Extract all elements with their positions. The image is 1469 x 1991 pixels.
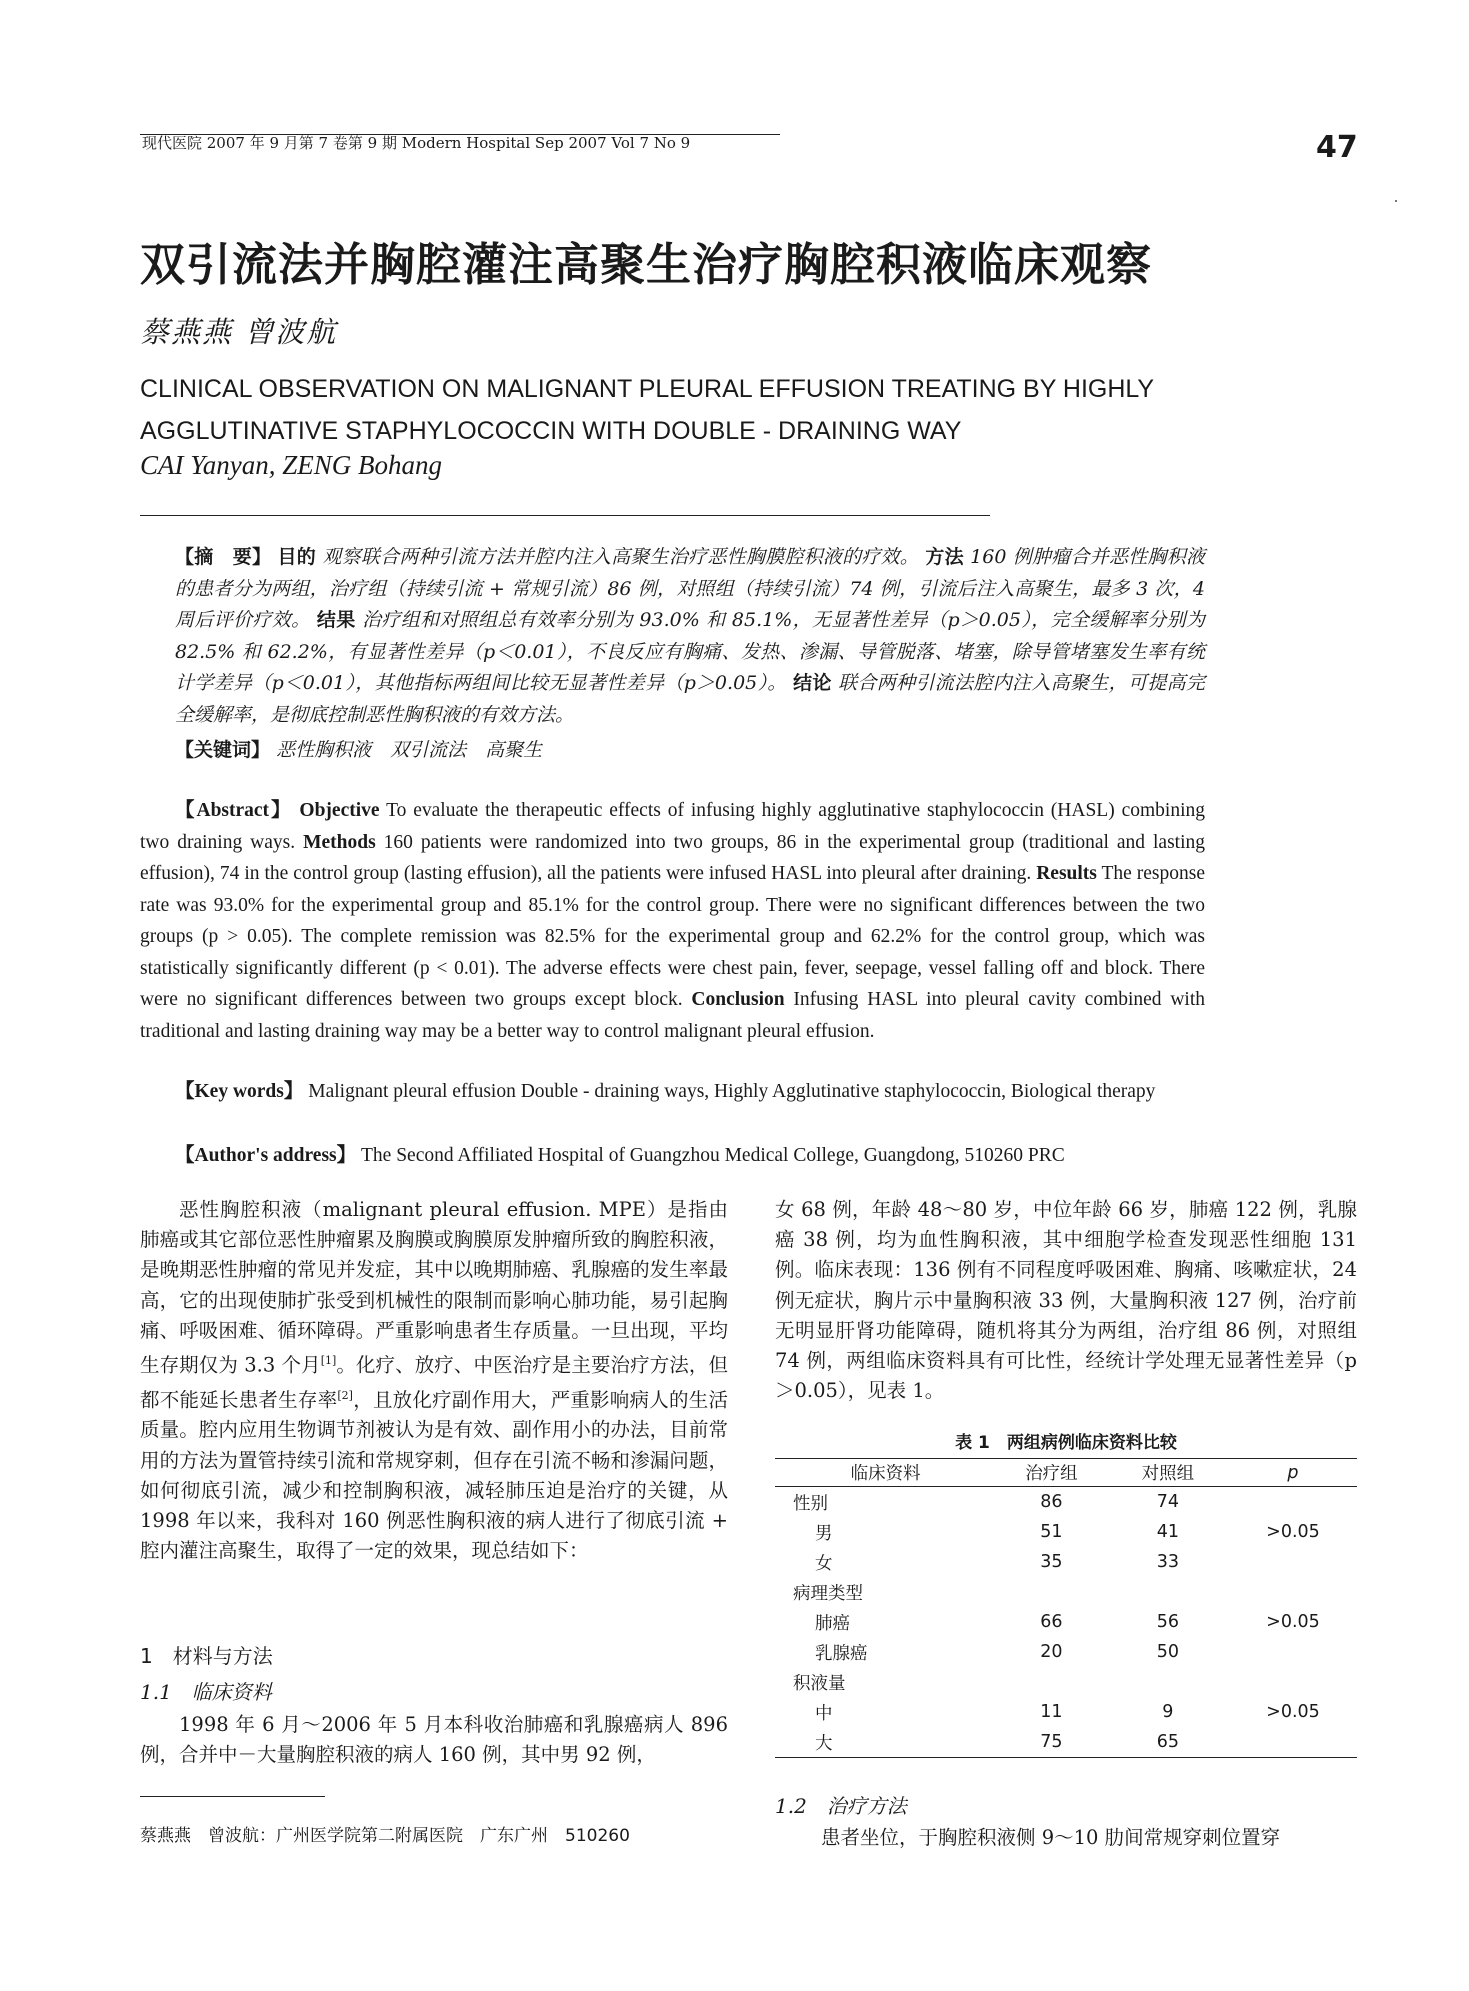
citation-1: [1]	[320, 1354, 337, 1368]
table-header-cell: 治疗组	[1025, 1464, 1078, 1484]
body-left-column	[140, 1195, 728, 1566]
table-cell-label: 肺癌	[815, 1613, 850, 1634]
keywords-cn-label: 【关键词】	[175, 739, 271, 761]
table-cell-treat: 51	[1040, 1522, 1063, 1542]
table-cell-control: 65	[1156, 1732, 1179, 1752]
keywords-en-label: 【Key words】	[175, 1081, 304, 1102]
citation-2: [2]	[337, 1388, 353, 1402]
table-cell-control: 50	[1156, 1642, 1179, 1662]
table-cell-p: >0.05	[1266, 1702, 1320, 1722]
table-row	[775, 1487, 1357, 1518]
table-cell-label: 大	[815, 1733, 833, 1754]
table-cell-p	[1229, 1547, 1357, 1577]
author-address	[140, 1140, 1205, 1172]
header-rule	[140, 134, 780, 135]
table-row	[775, 1607, 1357, 1637]
abstract-cn-results: 治疗组和对照组总有效率分别为 93.0% 和 85.1%，无显著性差异（p＞0.05），完全缓解率分别为 82.5% 和 62.2%，有显著性差异（p＜0.01），不良反应有胸痛、发热、渗漏、导管脱落、堵塞，除导管堵塞发生率有统计学差异（p＜0.01），其他指标两组间比较无显著性差异（p＞0.05）。	[175, 609, 1205, 694]
table-cell-p: >0.05	[1266, 1612, 1320, 1632]
abstract-cn-label: 【摘 要】	[175, 546, 272, 568]
clinical-data-table	[775, 1458, 1357, 1758]
table-row	[775, 1637, 1357, 1667]
authors-en: CAI Yanyan, ZENG Bohang	[140, 450, 443, 480]
keywords-en-text: Malignant pleural effusion Double - draining ways, Highly Agglutinative staphylococcin, Biological therapy	[308, 1081, 1156, 1102]
table-cell-control: 56	[1156, 1612, 1179, 1632]
table-cell-control: 41	[1156, 1522, 1179, 1542]
running-header: 现代医院 2007 年 9 月第 7 卷第 9 期 Modern Hospital Sep 2007 Vol 7 No 9	[142, 134, 691, 152]
table-cell-treat: 20	[1040, 1642, 1063, 1662]
table-cell-p	[1229, 1727, 1357, 1758]
table-cell-p	[1229, 1637, 1357, 1667]
abstract-cn-methods-label: 方法	[925, 546, 964, 568]
article-title: 双引流法并胸腔灌注高聚生治疗胸腔积液临床观察	[140, 238, 1153, 291]
authors-cn: 蔡燕燕 曾波航	[140, 315, 338, 349]
keywords-cn	[175, 735, 542, 762]
author-address-label: 【Author's address】	[175, 1145, 357, 1166]
table-cell-label: 男	[815, 1523, 833, 1544]
intro-text-b: 。化疗、放疗、中医治疗是主要治疗方法，但都不能延长患者生存率	[140, 1353, 728, 1412]
section-heading-1-1: 1.1 临床资料	[140, 1680, 272, 1704]
abstract-en-label: 【Abstract】	[175, 800, 293, 821]
abstract-en-objective-label: Objective	[299, 800, 380, 821]
table-cell-label: 女	[815, 1553, 833, 1574]
treatment-paragraph: 患者坐位，于胸腔积液侧 9～10 肋间常规穿刺位置穿	[821, 1826, 1281, 1849]
table-cell-treat	[996, 1667, 1107, 1697]
clinical-data-text: 1998 年 6 月～2006 年 5 月本科收治肺癌和乳腺癌病人 896 例，合并中－大量胸腔积液的病人 160 例，其中男 92 例，	[140, 1713, 728, 1767]
author-address-text: The Second Affiliated Hospital of Guangzhou Medical College, Guangdong, 510260 PRC	[361, 1145, 1065, 1166]
abstract-en-methods: 160 patients were randomized into two groups, 86 in the experimental group (traditional and lasting effusion), 74 in the control group (lasting effusion), all the patients were infused HASL into pleural after draining.	[140, 831, 1206, 884]
table-row	[775, 1577, 1357, 1607]
table-cell-p	[1229, 1487, 1357, 1518]
author-footnote: 蔡燕燕 曾波航：广州医学院第二附属医院 广东广州 510260	[140, 1826, 630, 1846]
table-cell-p	[1229, 1577, 1357, 1607]
table-row	[775, 1547, 1357, 1577]
page-number: 47	[1316, 130, 1358, 165]
table-cell-label: 性别	[793, 1493, 828, 1514]
table-cell-treat: 35	[1040, 1552, 1063, 1572]
abstract-en-objective: To evaluate the therapeutic effects of infusing highly agglutinative staphylococcin (HASL) combining two draining ways.	[140, 800, 1205, 853]
table-cell-label: 病理类型	[793, 1583, 863, 1604]
abstract-en-conclusion: Infusing HASL into pleural cavity combined with traditional and lasting draining way may be a better way to control malignant pleural effusion.	[140, 989, 1206, 1042]
abstract-cn-objective: 观察联合两种引流方法并腔内注入高聚生治疗恶性胸膜腔积液的疗效。	[322, 546, 920, 568]
section-heading-1: 1 材料与方法	[140, 1644, 273, 1668]
abstract-en	[140, 795, 1205, 1047]
intro-text-a: 恶性胸腔积液（malignant pleural effusion. MPE）是指由肺癌或其它部位恶性肿瘤累及胸膜或胸膜原发肿瘤所致的胸腔积液，是晚期恶性肿瘤的常见并发症，其中以晚期肺癌、乳腺癌的发生率最高，它的出现使肺扩张受到机械性的限制而影响心肺功能，易引起胸痛、呼吸困难、循环障碍。严重影响患者生存质量。一旦出现，平均生存期仅为 3.3 个月	[140, 1198, 728, 1377]
abstract-cn-results-label: 结果	[316, 609, 356, 631]
table-cell-control	[1107, 1577, 1229, 1607]
table-cell-p: >0.05	[1266, 1522, 1320, 1542]
table-cell-control	[1107, 1667, 1229, 1697]
table-cell-p	[1229, 1667, 1357, 1697]
table-cell-control: 33	[1156, 1552, 1179, 1572]
abstract-cn-conclusion-label: 结论	[793, 672, 832, 694]
abstract-cn	[175, 542, 1205, 731]
abstract-cn-methods: 160 例肿瘤合并恶性胸积液的患者分为两组，治疗组（持续引流 + 常规引流）86 例，对照组（持续引流）74 例，引流后注入高聚生，最多 3 次，4 周后评价疗效。	[175, 546, 1205, 631]
abstract-en-conclusion-label: Conclusion	[691, 989, 785, 1010]
intro-text-c: ，且放化疗副作用大，严重影响病人的生活质量。腔内应用生物调节剂被认为是有效、副作用小的办法，目前常用的方法为置管持续引流和常规穿刺，但存在引流不畅和渗漏问题，如何彻底引流，减少和控制胸积液，减轻肺压迫是治疗的关键，从 1998 年以来，我科对 160 例恶性胸积液的病人进行了彻底引流 + 腔内灌注高聚生，取得了一定的效果，现总结如下：	[140, 1388, 728, 1563]
table-cell-control: 9	[1162, 1702, 1174, 1722]
table-cell-label: 乳腺癌	[815, 1643, 868, 1664]
table-header-cell: 对照组	[1141, 1464, 1195, 1484]
margin-mark	[1395, 200, 1397, 202]
abstract-en-results-label: Results	[1036, 863, 1097, 884]
keywords-en	[140, 1076, 1205, 1108]
clinical-data-paragraph	[140, 1710, 728, 1770]
footnote-rule	[140, 1796, 325, 1797]
table-cell-treat: 66	[1040, 1612, 1063, 1632]
intro-paragraph	[140, 1195, 728, 1566]
table-cell-treat: 86	[1040, 1492, 1063, 1512]
table-row	[775, 1667, 1357, 1697]
table-caption: 表 1 两组病例临床资料比较	[955, 1433, 1177, 1453]
table-cell-treat: 11	[1040, 1702, 1063, 1722]
table-cell-label: 积液量	[793, 1673, 846, 1694]
table-cell-treat	[996, 1577, 1107, 1607]
table-row	[775, 1727, 1357, 1758]
table-cell-treat: 75	[1040, 1732, 1063, 1752]
section-heading-1-2: 1.2 治疗方法	[775, 1794, 907, 1818]
abstract-cn-conclusion: 联合两种引流法腔内注入高聚生，可提高完全缓解率，是彻底控制恶性胸积液的有效方法。	[175, 672, 1205, 726]
abstract-en-methods-label: Methods	[303, 831, 376, 853]
table-row	[775, 1517, 1357, 1547]
keywords-cn-text: 恶性胸积液 双引流法 高聚生	[276, 739, 543, 761]
table-header-cell: p	[1287, 1462, 1299, 1483]
table-header-row	[775, 1459, 1357, 1487]
body-right-column: 女 68 例，年龄 48～80 岁，中位年龄 66 岁，肺癌 122 例，乳腺癌 38 例，均为血性胸积液，其中细胞学检查发现恶性细胞 131 例。临床表现：136 例有不同程度呼吸困难、胸痛、咳嗽症状，24 例无症状，胸片示中量胸积液 33 例，大量胸积液 127 例，治疗前无明显肝肾功能障碍，随机将其分为两组，治疗组 86 例，对照组 74 例，两组临床资料具有可比性，经统计学处理无显著性差异（p＞0.05），见表 1。	[775, 1198, 1357, 1403]
abstract-en-results: The response rate was 93.0% for the experimental group and 85.1% for the control group. There were no significant differences between the two groups (p > 0.05). The complete remission was 82.5% for the experimental group and 62.2% for the control group, which was statistically significantly different (p < 0.01). The adverse effects were chest pain, fever, seepage, vessel falling off and block. There were no significant differences between two groups except block.	[140, 863, 1205, 1010]
abstract-rule	[140, 515, 990, 516]
article-title-en: CLINICAL OBSERVATION ON MALIGNANT PLEURAL EFFUSION TREATING BY HIGHLY AGGLUTINATIVE STAPHYLOCOCCIN WITH DOUBLE - DRAINING WAY	[140, 375, 1154, 445]
abstract-cn-objective-label: 目的	[277, 546, 317, 568]
table-cell-control: 74	[1156, 1492, 1179, 1512]
table-header-cell: 临床资料	[850, 1464, 921, 1484]
table-row	[775, 1697, 1357, 1727]
table-cell-label: 中	[815, 1703, 833, 1724]
